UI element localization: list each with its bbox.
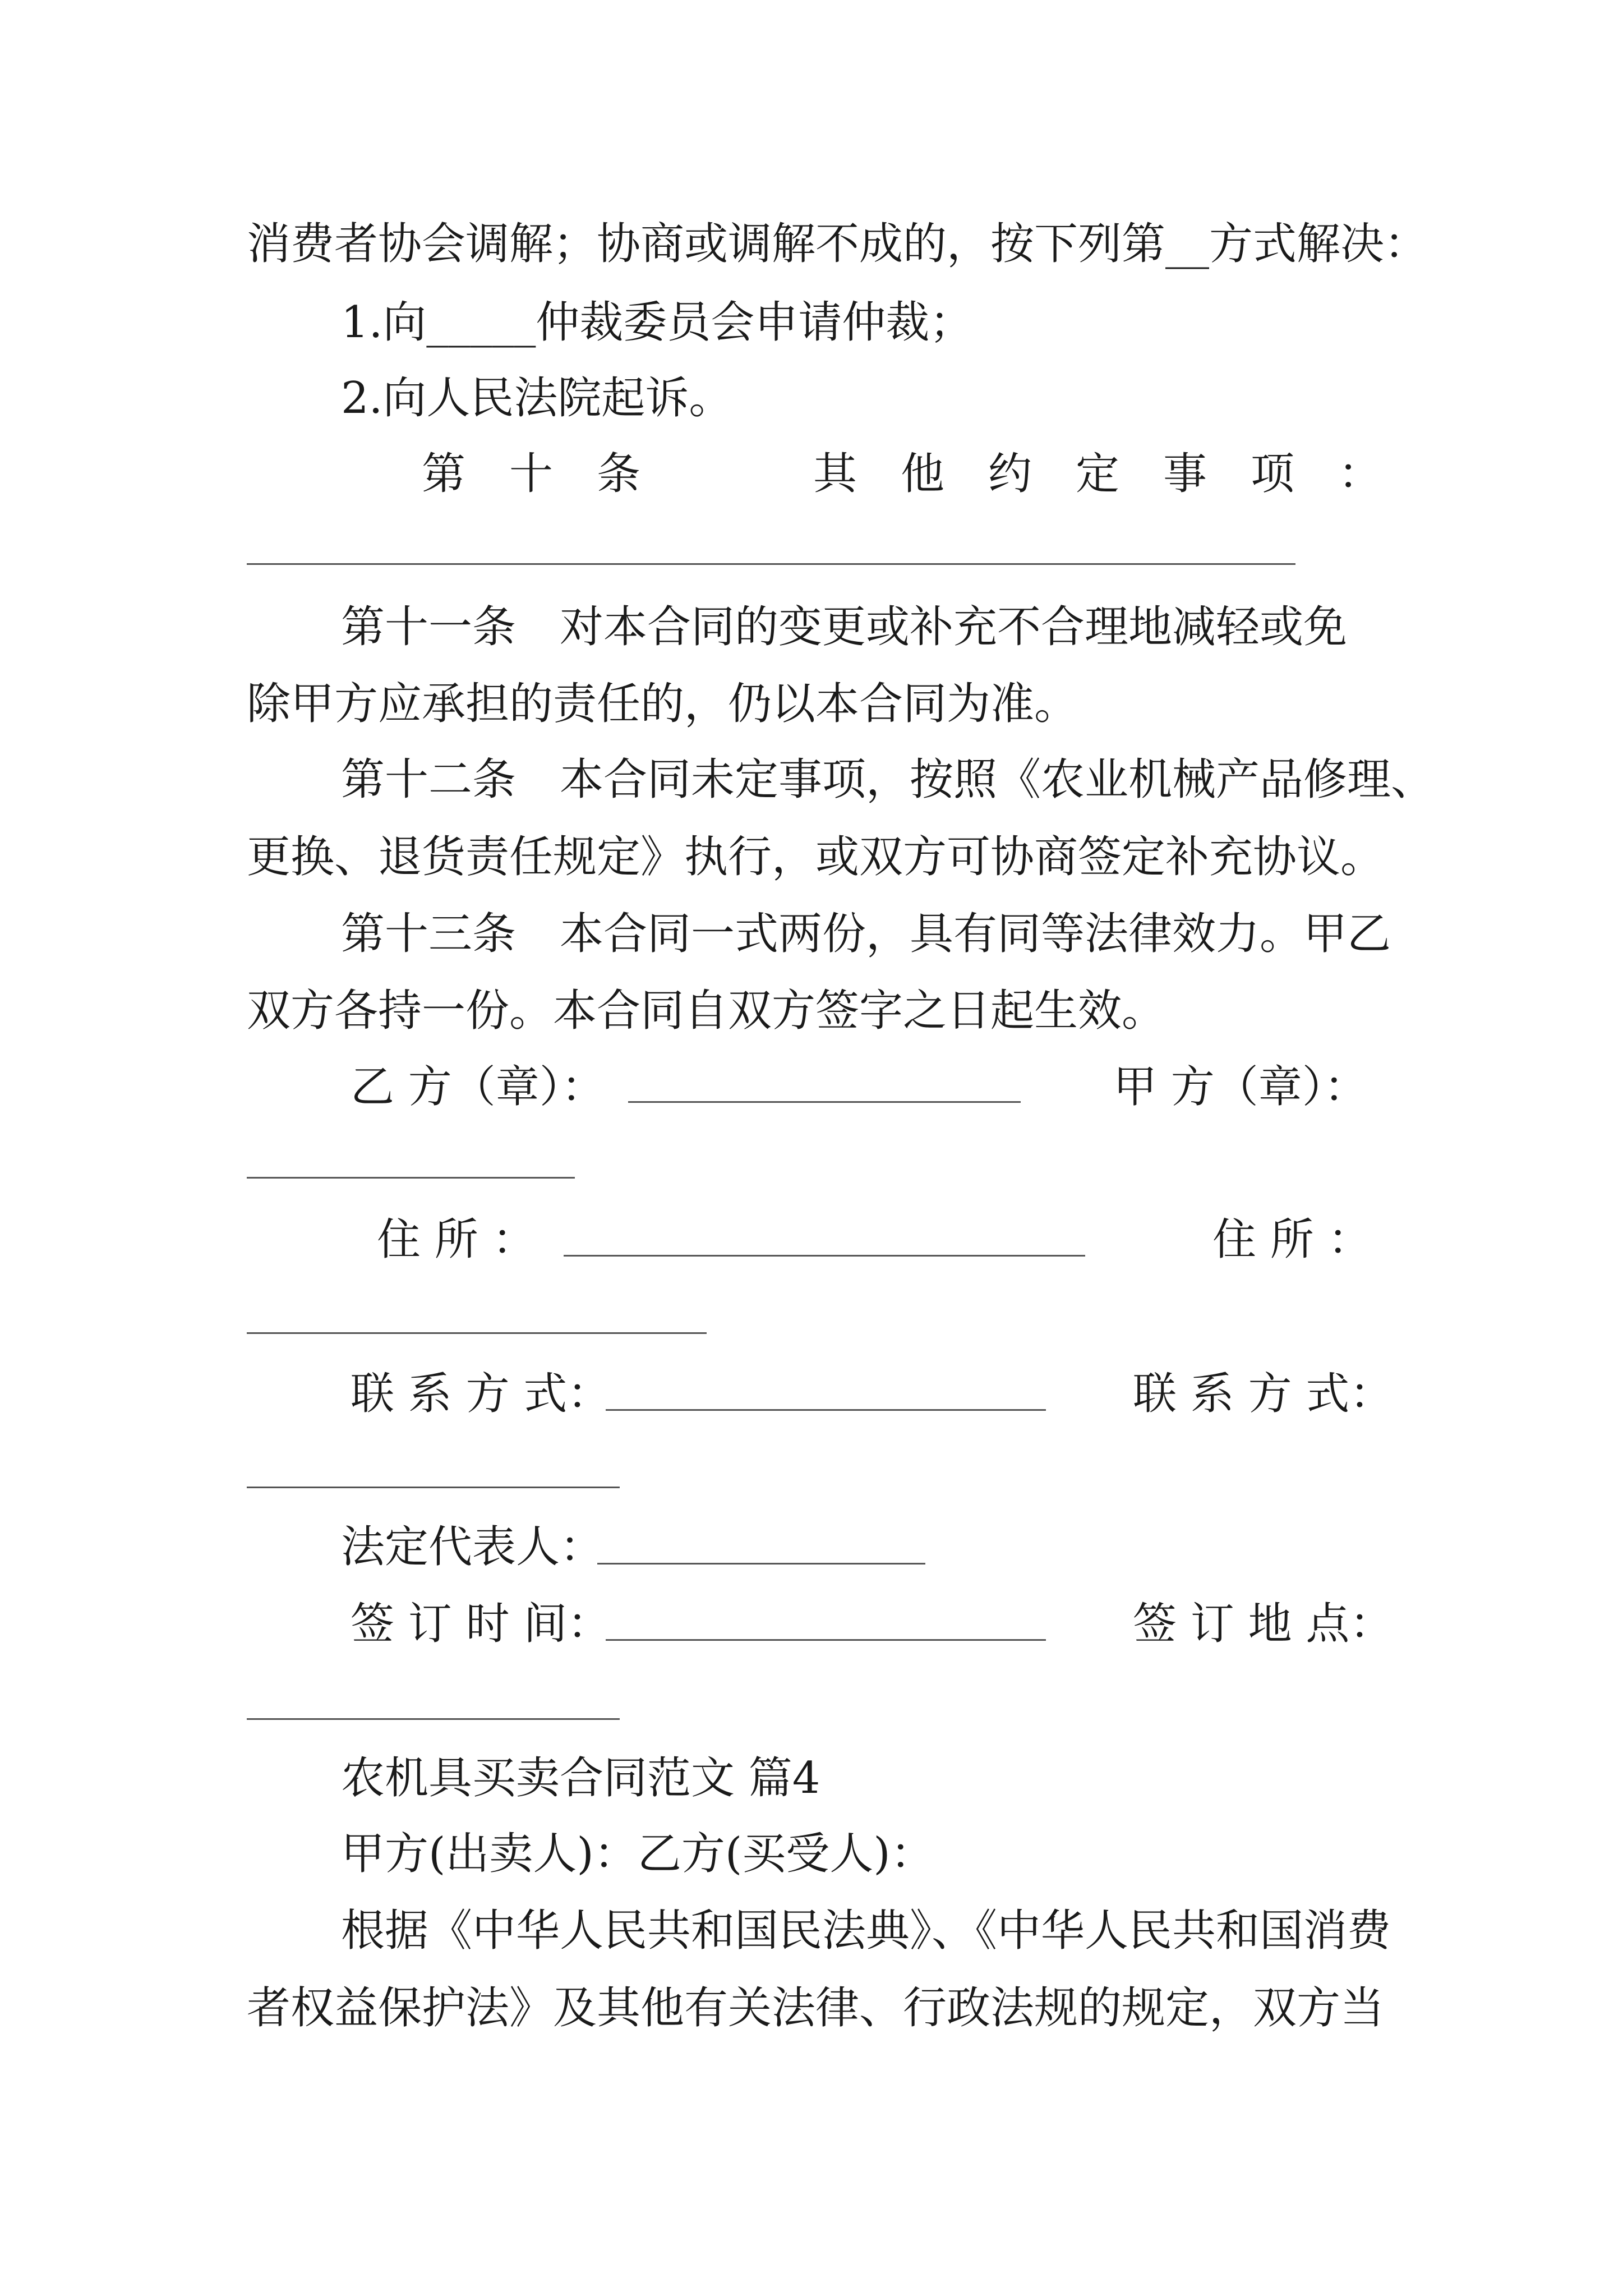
text-line-court: 2.向人民法院起诉。 <box>341 373 733 424</box>
party-a-address-label: 住 所 ： <box>1212 1214 1372 1265</box>
signing-place-blank <box>247 1718 620 1720</box>
party-b-contact-label: 联 系 方 式： <box>351 1369 611 1419</box>
party-a-seal-blank <box>247 1177 575 1179</box>
party-b-seal-blank <box>628 1101 1021 1103</box>
article-12-line-2: 更换、退货责任规定》执行，或双方可协商签定补充协议。 <box>247 832 1385 882</box>
signing-time-label: 签 订 时 间： <box>351 1599 611 1649</box>
party-a-address-blank <box>247 1332 707 1334</box>
party-b-contact-blank <box>606 1409 1046 1411</box>
party-b-address-blank <box>564 1255 1085 1257</box>
preamble-line-1: 根据《中华人民共和国民法典》、《中华人民共和国消费 <box>341 1906 1391 1956</box>
article-11-line-1: 第十一条 对本合同的变更或补充不合理地减轻或免 <box>341 602 1348 652</box>
legal-representative-blank <box>597 1563 925 1565</box>
parties-line: 甲方(出卖人)：乙方(买受人)： <box>341 1829 934 1879</box>
party-a-contact-blank <box>247 1487 620 1488</box>
preamble-line-2: 者权益保护法》及其他有关法律、行政法规的规定，双方当 <box>247 1983 1385 2033</box>
signing-time-blank <box>606 1639 1046 1641</box>
party-b-seal-label: 乙 方（章）： <box>351 1062 605 1112</box>
article-11-line-2: 除甲方应承担的责任的，仍以本合同为准。 <box>247 679 1078 729</box>
section-title: 农机具买卖合同范文 篇4 <box>341 1753 820 1803</box>
party-a-contact-label: 联 系 方 式： <box>1133 1369 1394 1419</box>
text-line-dispute-resolution: 消费者协会调解；协商或调解不成的，按下列第__方式解决： <box>247 219 1428 269</box>
article-10-title: 其 他 约 定 事 项 ： <box>813 449 1382 499</box>
party-b-address-label: 住 所 ： <box>377 1214 536 1265</box>
article-13-line-1: 第十三条 本合同一式两份，具有同等法律效力。甲乙 <box>341 909 1391 959</box>
article-13-line-2: 双方各持一份。本合同自双方签字之日起生效。 <box>247 986 1166 1036</box>
article-10-heading: 第 十 条 <box>422 449 641 499</box>
text-line-arbitration: 1.向_____仲裁委员会申请仲裁； <box>341 297 974 348</box>
legal-representative-label: 法定代表人： <box>341 1522 604 1572</box>
other-terms-blank-line <box>247 563 1295 565</box>
signing-place-label: 签 订 地 点： <box>1133 1599 1394 1649</box>
article-12-line-1: 第十二条 本合同未定事项，按照《农业机械产品修理、 <box>341 754 1435 805</box>
party-a-seal-label: 甲 方（章）： <box>1113 1062 1368 1112</box>
